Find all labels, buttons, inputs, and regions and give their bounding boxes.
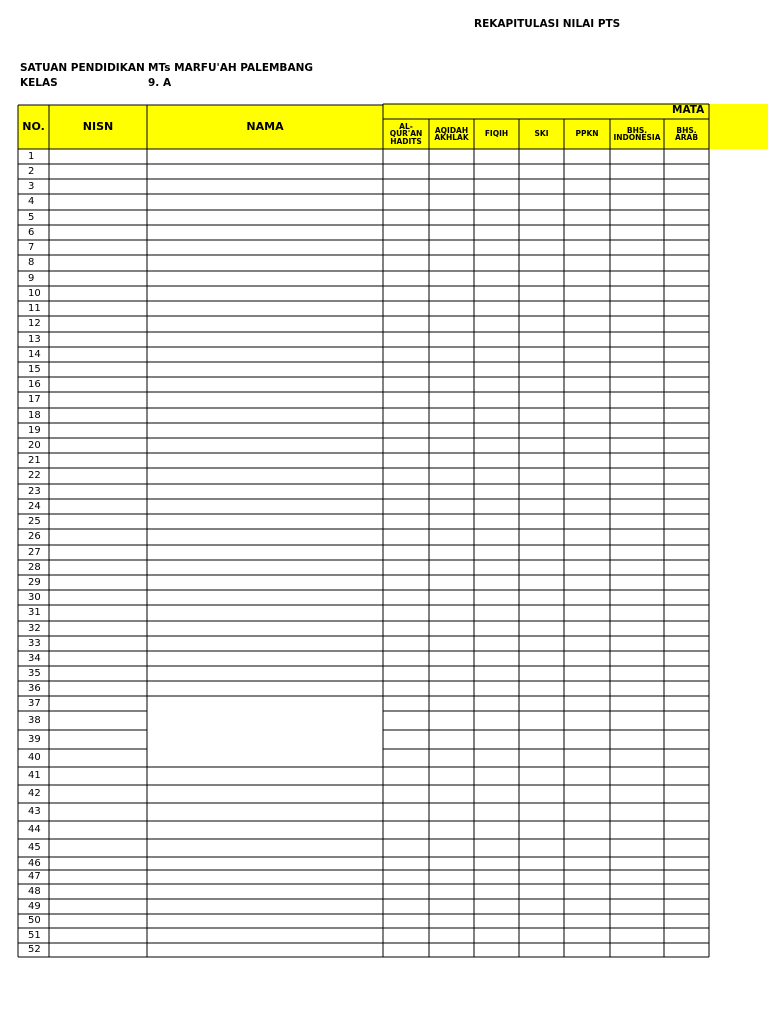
- row-number: 46: [28, 857, 41, 869]
- header-nisn: NISN: [82, 119, 114, 133]
- row-number: 7: [28, 241, 35, 253]
- row-number: 40: [28, 752, 41, 763]
- row-number: 50: [28, 915, 41, 926]
- subject-header: BHS. ARAB: [674, 125, 699, 142]
- row-number: 27: [28, 546, 41, 558]
- row-number: 29: [28, 576, 41, 588]
- row-number: 23: [28, 485, 41, 497]
- row-number: 39: [28, 733, 41, 745]
- subject-header: FIQIH: [484, 129, 509, 139]
- row-number: 13: [28, 333, 41, 345]
- row-number: 16: [28, 378, 41, 390]
- subject-header: AQIDAH AKHLAK: [434, 125, 469, 142]
- row-number: 24: [28, 500, 41, 512]
- subject-header: AL-QUR'AN HADITS: [389, 121, 423, 146]
- row-number: 21: [28, 454, 41, 466]
- row-number: 18: [28, 409, 41, 421]
- row-number: 48: [28, 885, 41, 897]
- row-number: 43: [28, 806, 41, 817]
- subject-header: PPKN: [575, 129, 599, 139]
- header-nama: NAMA: [246, 119, 284, 133]
- row-number: 3: [28, 180, 35, 192]
- row-number: 35: [28, 667, 41, 679]
- row-number: 17: [28, 394, 41, 405]
- row-number: 49: [28, 900, 41, 912]
- row-number: 4: [28, 196, 35, 207]
- subject-header: SKI: [534, 129, 549, 139]
- row-number: 15: [28, 363, 41, 375]
- row-number: 42: [28, 788, 41, 799]
- row-number: 47: [28, 871, 41, 882]
- kelas-value: 9. A: [148, 77, 172, 89]
- row-number: 25: [28, 515, 41, 527]
- row-number: 41: [28, 770, 41, 781]
- row-number: 45: [28, 842, 41, 853]
- row-number: 37: [28, 697, 41, 709]
- row-number: 1: [28, 150, 35, 162]
- row-number: 38: [28, 714, 41, 726]
- row-number: 19: [28, 424, 41, 436]
- row-number: 28: [28, 561, 41, 573]
- row-number: 20: [28, 439, 41, 451]
- row-number: 6: [28, 226, 35, 238]
- row-number: 36: [28, 682, 41, 694]
- row-number: 34: [28, 652, 41, 664]
- subject-header: BHS. INDONESIA: [613, 125, 661, 142]
- satuan-pendidikan-value: MTs MARFU'AH PALEMBANG: [148, 62, 313, 74]
- row-number: 14: [28, 348, 41, 360]
- row-number: 8: [28, 257, 35, 268]
- row-number: 51: [28, 929, 41, 941]
- row-number: 30: [28, 591, 41, 603]
- row-number: 22: [28, 470, 41, 481]
- kelas-label: KELAS: [20, 77, 58, 89]
- row-number: 26: [28, 531, 41, 542]
- row-number: 9: [28, 272, 35, 284]
- row-number: 52: [28, 944, 41, 955]
- satuan-pendidikan-label: SATUAN PENDIDIKAN: [20, 62, 145, 74]
- row-number: 5: [28, 211, 35, 223]
- header-no: NO.: [22, 119, 45, 133]
- header-mata: MATA: [672, 104, 705, 116]
- row-number: 33: [28, 637, 41, 649]
- row-number: 12: [28, 318, 41, 329]
- document-title: REKAPITULASI NILAI PTS: [474, 18, 621, 30]
- row-number: 32: [28, 622, 41, 634]
- row-number: 11: [28, 302, 41, 314]
- row-number: 2: [28, 165, 35, 177]
- row-number: 44: [28, 824, 41, 835]
- row-number: 31: [28, 607, 41, 618]
- row-number: 10: [28, 287, 41, 299]
